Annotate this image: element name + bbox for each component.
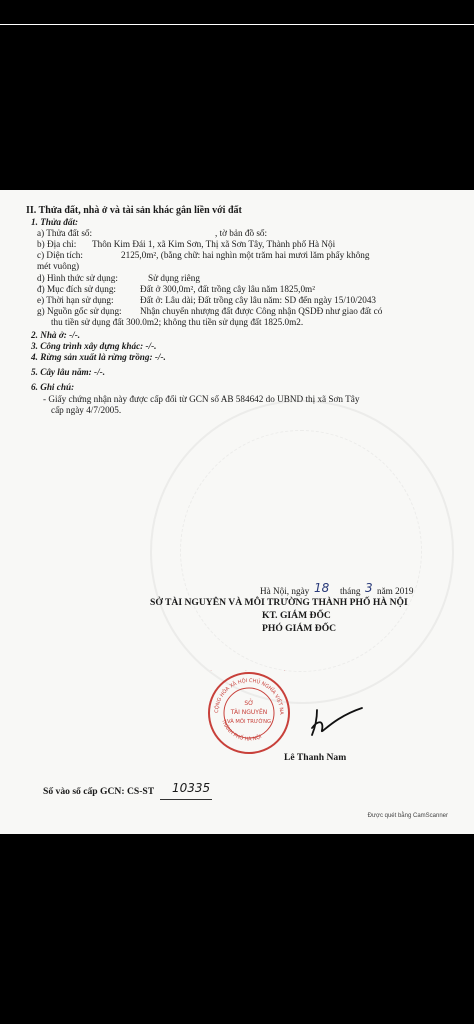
stamp-ring-bottom-path: THÀNH PHỐ HÀ NỘI <box>220 718 263 743</box>
signing-year: năm 2019 <box>377 586 414 596</box>
note-line1: - Giấy chứng nhận này được cấp đổi từ GCN số AB 584642 do UBND thị xã Sơn Tây <box>43 394 360 404</box>
item-4-forest: 4. Rừng sản xuất là rừng trồng: -/-. <box>31 352 166 362</box>
registry-number: 10335 <box>172 781 211 795</box>
item-1-label: 1. Thửa đất: <box>31 217 79 227</box>
top-black-area <box>0 0 474 190</box>
handwritten-signature <box>262 690 372 740</box>
usage-term-label: e) Thời hạn sử dụng: <box>37 295 114 305</box>
item-3-construction: 3. Công trình xây dựng khác: -/-. <box>31 341 157 351</box>
item-2-house: 2. Nhà ở: -/-. <box>31 330 81 340</box>
bottom-black-area <box>0 834 474 1024</box>
usage-purpose-label: đ) Mục đích sử dụng: <box>37 284 116 294</box>
stamp-line1: SỞ <box>244 700 254 707</box>
signing-date-prefix: Hà Nội, ngày <box>260 586 310 596</box>
registry-underline <box>160 799 212 800</box>
stamp-line2: TÀI NGUYÊN <box>230 709 268 716</box>
address-label: b) Địa chỉ: <box>37 239 77 249</box>
usage-form-value: Sử dụng riêng <box>148 273 200 283</box>
signing-month: 3 <box>365 581 373 595</box>
viewer-top-line <box>0 24 474 25</box>
deputy-director-title: PHÓ GIÁM ĐỐC <box>262 623 337 634</box>
signing-day: 18 <box>314 581 330 595</box>
signing-month-label: tháng <box>340 586 361 596</box>
usage-form-label: d) Hình thức sử dụng: <box>37 273 118 283</box>
area-value-line2: mét vuông) <box>37 261 80 271</box>
origin-label: g) Nguồn gốc sử dụng: <box>37 306 122 316</box>
address-value: Thôn Kim Đái 1, xã Kim Sơn, Thị xã Sơn Tây, Thành phố Hà Nội <box>92 239 336 249</box>
note-line2: cấp ngày 4/7/2005. <box>51 405 122 415</box>
stamp-ring-top-path: CỘNG HÒA XÃ HỘI CHỦ NGHĨA VIỆT NA <box>213 677 285 715</box>
stamp-ring-top <box>206 670 292 672</box>
item-6-notes: 6. Ghi chú: <box>31 382 75 392</box>
item-5-trees: 5. Cây lâu năm: -/-. <box>31 367 106 377</box>
document-page <box>0 190 474 834</box>
area-value-line1: 2125,0m², (bằng chữ: hai nghìn một trăm hai mươi lăm phẩy không <box>121 250 370 260</box>
parcel-number-label: a) Thửa đất số: <box>37 228 93 238</box>
kt-director: KT. GIÁM ĐỐC <box>262 610 331 621</box>
usage-purpose-value: Đất ở 300,0m², đất trồng cây lâu năm 1825,0m² <box>140 284 315 294</box>
registry-label: Số vào sổ cấp GCN: CS-ST <box>43 786 155 797</box>
signer-name: Lê Thanh Nam <box>284 752 347 763</box>
usage-term-value: Đất ở: Lâu dài; Đất trồng cây lâu năm: SD đến ngày 15/10/2043 <box>140 295 377 305</box>
area-label: c) Diện tích: <box>37 250 83 260</box>
stamp-line3: VÀ MÔI TRƯỜNG <box>226 719 272 725</box>
watermark-ring-inner <box>180 430 422 672</box>
section-heading: II. Thửa đất, nhà ở và tài sản khác gắn liền với đất <box>26 205 242 216</box>
origin-value-line1: Nhận chuyển nhượng đất được Công nhận QSDĐ như giao đất có <box>140 306 383 316</box>
scanner-credit: Được quét bằng CamScanner <box>367 813 448 819</box>
issuing-org: SỞ TÀI NGUYÊN VÀ MÔI TRƯỜNG THÀNH PHỐ HÀ NỘI <box>150 597 408 608</box>
origin-value-line2: thu tiền sử dụng đất 300.0m2; không thu tiền sử dụng đất 1825.0m2. <box>51 317 304 327</box>
map-sheet-label: , tờ bản đồ số: <box>215 228 268 238</box>
